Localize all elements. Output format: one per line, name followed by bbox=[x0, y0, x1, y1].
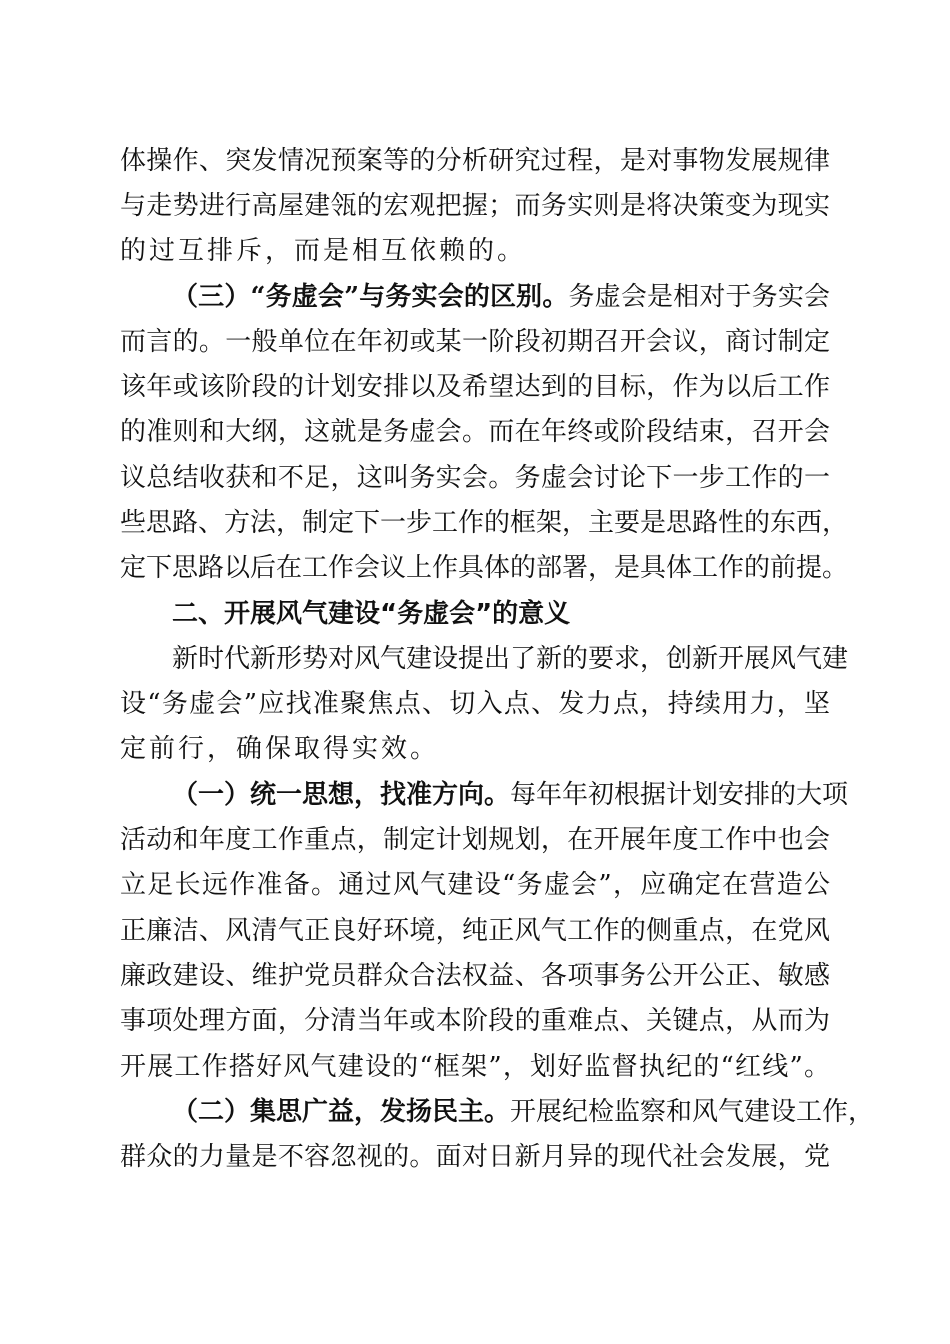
paragraph-4-line-2: 活动和年度工作重点，制定计划规划，在开展年度工作中也会 bbox=[120, 825, 830, 855]
paragraph-4-line-1-rest: 每年年初根据计划安排的大项 bbox=[510, 780, 849, 810]
paragraph-1-line-1: 体操作、突发情况预案等的分析研究过程，是对事物发展规律 bbox=[120, 146, 830, 176]
paragraph-2-line-2: 而言的。一般单位在年初或某一阶段初期召开会议，商讨制定 bbox=[120, 327, 830, 357]
paragraph-1-line-3: 的过互排斥，而是相互依赖的。 bbox=[120, 236, 527, 266]
paragraph-3-line-3: 定前行，确保取得实效。 bbox=[120, 734, 440, 764]
paragraph-3-line-1: 新时代新形势对风气建设提出了新的要求，创新开展风气建 bbox=[172, 644, 849, 674]
paragraph-2-line-5: 议总结收获和不足，这叫务实会。务虚会讨论下一步工作的一 bbox=[120, 463, 830, 493]
paragraph-4-line-4: 正廉洁、风清气正良好环境，纯正风气工作的侧重点，在党风 bbox=[120, 916, 830, 946]
section-heading: 二、开展风气建设“务虚会”的意义 bbox=[172, 599, 571, 629]
paragraph-5-lead: （二）集思广益，发扬民主。 bbox=[172, 1097, 511, 1127]
paragraph-2-line-6: 些思路、方法，制定下一步工作的框架，主要是思路性的东西， bbox=[120, 508, 849, 538]
paragraph-4-line-7: 开展工作搭好风气建设的“框架”，划好监督执纪的“红线”。 bbox=[120, 1052, 830, 1082]
paragraph-5-line-2: 群众的力量是不容忽视的。面对日新月异的现代社会发展，党 bbox=[120, 1142, 830, 1172]
paragraph-1-line-2: 与走势进行高屋建瓴的宏观把握；而务实则是将决策变为现实 bbox=[120, 191, 830, 221]
paragraph-4-line-5: 廉政建设、维护党员群众合法权益、各项事务公开公正、敏感 bbox=[120, 961, 830, 991]
paragraph-4-line-6: 事项处理方面，分清当年或本阶段的重难点、关键点，从而为 bbox=[120, 1006, 830, 1036]
paragraph-2-line-7: 定下思路以后在工作会议上作具体的部署，是具体工作的前提。 bbox=[120, 553, 849, 583]
paragraph-5-line-1-rest: 开展纪检监察和风气建设工作， bbox=[510, 1097, 875, 1127]
paragraph-2-line-1-rest: 务虚会是相对于务实会 bbox=[568, 282, 830, 312]
paragraph-2-line-4: 的准则和大纲，这就是务虚会。而在年终或阶段结束，召开会 bbox=[120, 417, 830, 447]
paragraph-4-lead: （一）统一思想，找准方向。 bbox=[172, 780, 511, 810]
paragraph-3-line-2: 设“务虚会”应找准聚焦点、切入点、发力点，持续用力，坚 bbox=[120, 689, 830, 719]
paragraph-5-line-1 bbox=[172, 1092, 875, 1132]
paragraph-4-line-1 bbox=[172, 775, 849, 815]
paragraph-2-line-3: 该年或该阶段的计划安排以及希望达到的目标，作为以后工作 bbox=[120, 372, 830, 402]
paragraph-4-line-3: 立足长远作准备。通过风气建设“务虚会”，应确定在营造公 bbox=[120, 870, 830, 900]
paragraph-2-line-1 bbox=[172, 277, 830, 317]
paragraph-2-lead: （三）“务虚会”与务实会的区别。 bbox=[172, 282, 569, 312]
